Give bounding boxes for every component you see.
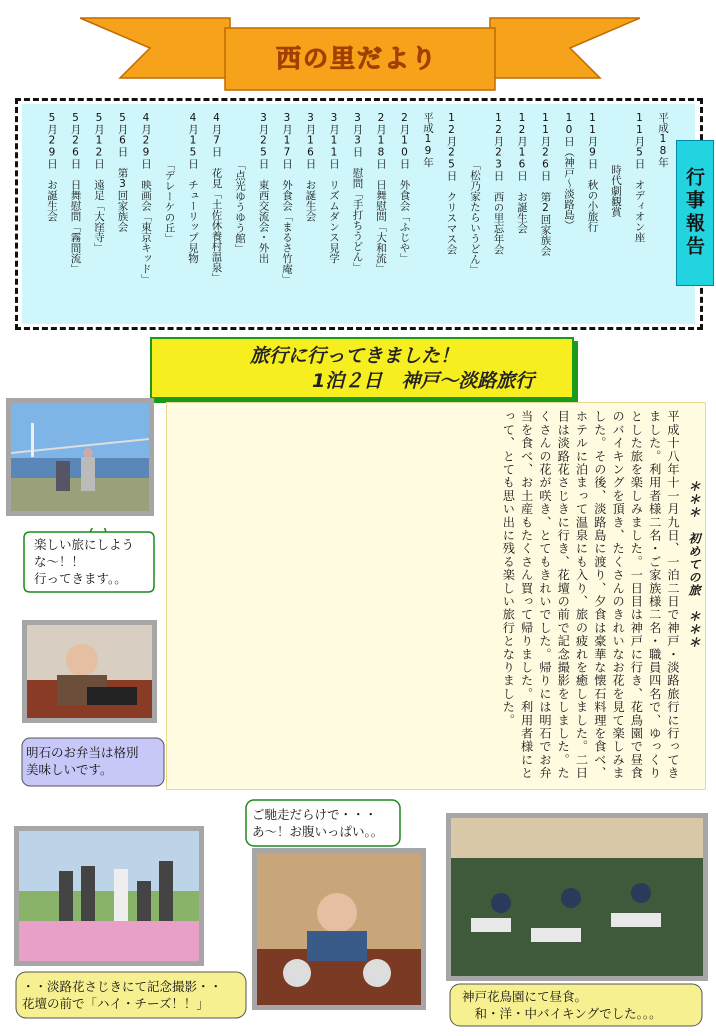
photo-bridge-seaside (6, 398, 154, 516)
article-heading: ＊＊＊ 初めての旅 ＊＊＊ (687, 480, 701, 649)
photo-bento-lunch (22, 620, 157, 723)
schedule-entry: 11月5日 オディオン座 (633, 112, 646, 243)
speech-text: 神戸花鳥園にて昼食。 和・洋・中バイキングでした。。。 (462, 989, 662, 1021)
schedule-entry: 3月16日 お誕生会 (304, 112, 317, 222)
schedule-entry: 5月6日 第3回家族会 (116, 112, 129, 232)
schedule-entry: 4月15日 チューリップ見物 (187, 112, 199, 264)
schedule-entry: 2月10日 外食会「ふじや」 (398, 112, 411, 264)
speech-text: 明石のお弁当は格別 美味しいです。 (26, 745, 139, 777)
speech-bubble-departure (20, 528, 158, 596)
schedule-entry: 12月25日 クリスマス会 (445, 112, 458, 255)
schedule-entry: 「点光ゆうゆう館」 (234, 112, 246, 254)
page-title: 西の里だより (275, 44, 438, 73)
speech-text: ・・淡路花さじきにて記念撮影・・ 花壇の前で「ハイ・チーズ！！」 (22, 979, 223, 1011)
schedule-entry: 11月9日 秋の小旅行 (586, 112, 599, 232)
schedule-entry: 4月7日 花見「土佐休養村温泉」 (210, 112, 223, 283)
speech-bubble-photo-caption (14, 970, 248, 1022)
speech-bubble-feast (244, 798, 402, 850)
schedule-entry: 3月17日 外食会「まるさ竹庵」 (281, 112, 293, 285)
schedule-entry: 平成19年 (422, 112, 434, 168)
schedule-entry: 11月26日 第2回家族会 (539, 112, 552, 256)
schedule-entry: 「デレーケの丘」 (163, 112, 176, 244)
schedule-entry: 5月29日 お誕生会 (46, 112, 58, 222)
travel-headline: 旅行に行ってきました！ (250, 345, 460, 367)
schedule-entry: 5月12日 遠足「大窪寺」 (93, 112, 105, 253)
speech-bubble-lunch-caption (448, 982, 704, 1028)
article-body: 平成十八年十一月九日、一泊二日で神戸・淡路旅行に行ってきました。利用者様二名・ご家族様二名・職員四名で、ゆっくりとした旅を楽しみました。一日目は神戸に行き、花鳥園で昼食のバイキングを頂き、たくさんのきれいなお花を見て楽しみました。その後、淡路島に渡り、夕食は豪華な懐石料理を食べ、ホテルに泊まって温泉にも入り、旅の疲れを癒しました。二日目は淡路花さじきに行き、花壇の前で記念撮影をしました。たくさんの花が咲き、とてもきれいでした。帰りには明石でお弁当を食べ、お土産もたくさん買って帰りました。利用者様にとって、とても思い出に残る楽しい旅行となりました。 (501, 410, 680, 780)
speech-bubble-bento (20, 736, 166, 788)
photo-group-flowerbed (14, 826, 204, 966)
schedule-entry: 平成18年 (657, 112, 669, 168)
schedule-entry: 3月11日 リズムダンス見学 (328, 112, 340, 264)
schedule-label: 行事報告 (676, 140, 714, 286)
photo-dinner-table (252, 848, 426, 1010)
schedule-entry: 4月29日 映画会「東京キッド」 (140, 112, 152, 285)
photo-flower-park-buffet (446, 813, 708, 981)
schedule-entry: 時代劇観賞 (610, 112, 622, 217)
schedule-entry: 3月3日 慰問「手打ちうどん」 (351, 112, 364, 273)
travel-subheadline: 1泊２日 神戸～淡路旅行 (312, 370, 535, 392)
speech-text: ご馳走だらけで・・・ あ～！お腹いっぱい。。 (252, 807, 384, 839)
schedule-entry: 12月16日 お誕生会 (516, 112, 528, 234)
speech-text: 楽しい旅にしよう な～！！ 行ってきます。。 (34, 537, 135, 586)
schedule-entry: 5月26日 日舞慰問「霧間流」 (69, 112, 82, 274)
schedule-entry: 10日（神戸～淡路島） (563, 112, 575, 231)
schedule-entry: 3月25日 東西交流会・外出 (257, 112, 270, 264)
schedule-entry: 2月18日 日舞慰問「大和流」 (375, 112, 387, 274)
schedule-entry: 「松乃家たらいうどん」 (469, 112, 481, 275)
schedule-entry: 12月23日 西の里忘年会 (492, 112, 505, 255)
